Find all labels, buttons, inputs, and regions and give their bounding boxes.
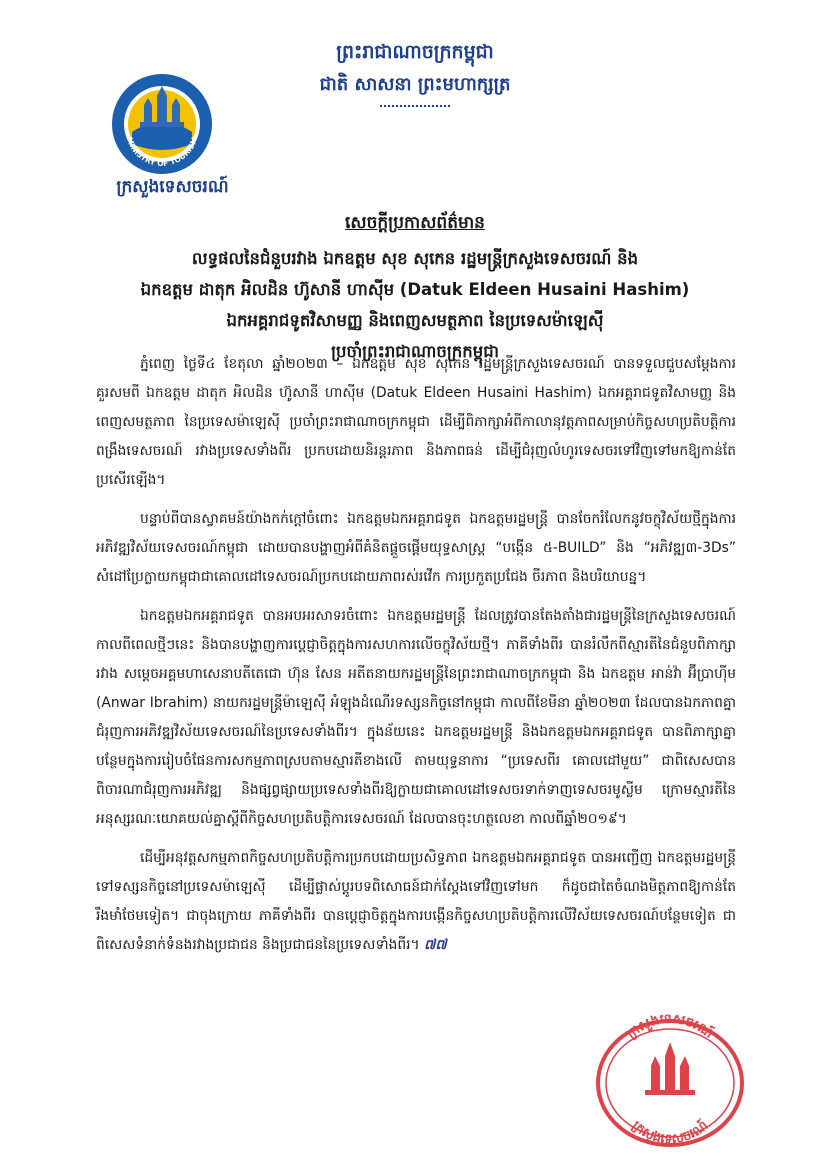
title-line-2: ឯកឧត្តម ដាតុក អិលដិន ហ៊ូសានី ហាស៊ីម (Datuk Eldeen Husaini Hashim) [140, 280, 690, 299]
press-release-body [96, 350, 736, 970]
title-line-4: ប្រចាំព្រះរាជាណាចក្រកម្ពុជា [331, 342, 499, 361]
paragraph-3: ឯកឧត្តមឯកអគ្គរាជទូត បានអបអរសាទរចំពោះ ឯកឧត្តមរដ្ឋមន្ត្រី ដែលត្រូវបានតែងតាំងជារដ្ឋមន្ត្រីនៃក្រសួងទេសចរណ៍កាលពីពេលថ្មីៗនេះ និងបានបង្ហាញការប្តេជ្ញាចិត្តក្នុងការសហការលើចក្ខុវិស័យថ្មី។ ភាគីទាំងពីរ បានរំលឹកពីស្មារតីនៃជំនួបពិភាក្សារវាង សម្តេចអគ្គមហាសេនាបតីតេជោ ហ៊ុន សែន អតីតនាយករដ្ឋមន្ត្រីនៃព្រះរាជាណាចក្រកម្ពុជា និង ឯកឧត្តម អាន់វ៉ា អ៊ីប្រាហ៊ីម (Anwar Ibrahim) នាយករដ្ឋមន្ត្រីម៉ាឡេស៊ី អំឡុងដំណើរទស្សនកិច្ចនៅកម្ពុជា កាលពីខែមីនា ឆ្នាំ២០២៣ ដែលបានឯកភាពគ្នាជំរុញការអភិវឌ្ឍវិស័យទេសចរណ៍នៃប្រទេសទាំងពីរ។ ក្នុងន័យនេះ ឯកឧត្តមរដ្ឋមន្ត្រី និងឯកឧត្តមឯកអគ្គរាជទូត បានពិភាក្សាគ្នាបន្ថែមក្នុងការរៀបចំផែនការសកម្មភាពស្របតាមស្មារតីខាងលើ តាមយុទ្ធនាការ “ប្រទេសពីរ គោលដៅមួយ” ជាពិសេសបានពិចារណាជំរុញការអភិវឌ្ឍ និងផ្សព្វផ្សាយប្រទេសទាំងពីរឱ្យក្លាយជាគោលដៅទេសចរទាក់ទាញទេសចរមូស្លីម ក្រោមស្មារតីនៃអនុស្សរណៈយោគយល់គ្នាស្តីពីកិច្ចសហប្រតិបត្តិការទេសចរណ៍ ដែលបានចុះហត្ថលេខា កាលពីឆ្នាំ២០១៩។ [96, 608, 736, 827]
paragraph-4 [96, 844, 736, 960]
svg-text:ក្រសួងទេសចរណ៍ [629, 1117, 711, 1148]
header-divider [380, 105, 450, 109]
title-line-1: លទ្ធផលនៃជំនួបរវាង ឯកឧត្តម សុខ សុកេន រដ្ឋមន្ត្រីក្រសួងទេសចរណ៍ និង [191, 249, 639, 268]
seal-bottom-text: ក្រសួងទេសចរណ៍ [628, 1118, 712, 1148]
end-mark: ៧៧ [423, 937, 447, 953]
paragraph-4-text: ដើម្បីអនុវត្តសកម្មភាពកិច្ចសហប្រតិបត្តិការប្រកបដោយប្រសិទ្ធភាព ឯកឧត្តមឯកអគ្គរាជទូត បានអញ្ជើញ ឯកឧត្តមរដ្ឋមន្ត្រី ទៅទស្សនកិច្ចនៅប្រទេសម៉ាឡេស៊ី ដើម្បីផ្លាស់ប្តូរបទពិសោធន៍ជាក់ស្តែងទៅវិញទៅមក ក៏ដូចជាតៃចំណងមិត្តភាពឱ្យកាន់តែរឹងមាំថែមទៀត។ ជាចុងក្រោយ ភាគីទាំងពីរ បានប្តេជ្ញាចិត្តក្នុងការបង្កើនកិច្ចសហប្រតិបត្តិការលើវិស័យទេសចរណ៍បន្ថែមទៀត ជាពិសេសទំនាក់ទំនងរវាងប្រជាជន និងប្រជាជននៃប្រទេសទាំងពីរ។ [96, 850, 736, 953]
ministry-seal-stamp [575, 998, 765, 1148]
paragraph-2: បន្ទាប់ពីបានស្វាគមន៍យ៉ាងកក់ក្តៅចំពោះ ឯកឧត្តមឯកអគ្គរាជទូត ឯកឧត្តមរដ្ឋមន្ត្រី បានចែករំលែកនូវចក្ខុវិស័យថ្មីក្នុងការអភិវឌ្ឍវិស័យទេសចរណ៍កម្ពុជា ដោយបានបង្ហាញអំពីគំនិតផ្តួចផ្តើមយុទ្ធសាស្ត្រ “បង្កើន ៥-BUILD” និង “អភិវឌ្ឍ៣-3Ds” សំដៅប្រែក្លាយកម្ពុជាជាគោលដៅទេសចរណ៍ប្រកបដោយភាពរស់រវើក ការប្រកួតប្រជែង ចីរភាព និងបរិយាបន្ន។ [96, 511, 736, 585]
ministry-of-tourism-logo [110, 72, 214, 176]
kingdom-title: ព្រះរាជាណាចក្រកម្ពុជា [336, 41, 494, 63]
seal-top-text: ក្រសួងទេសចរណ៍ [624, 1011, 716, 1042]
national-motto: ជាតិ សាសនា ព្រះមហាក្សត្រ [319, 74, 511, 95]
paragraph-1: ភ្នំពេញ ថ្ងៃទី៤ ខែតុលា ឆ្នាំ២០២៣ – ឯកឧត្តម សុខ សុកេន រដ្ឋមន្ត្រីក្រសួងទេសចរណ៍ បានទទួលជួបសម្តែងការគួរសមពី ឯកឧត្តម ដាតុក អិលដិន ហ៊ូសានី ហាស៊ីម (Datuk Eldeen Husaini Hashim) ឯកអគ្គរាជទូតវិសាមញ្ញ និងពេញសមត្ថភាព នៃប្រទេសម៉ាឡេស៊ី ប្រចាំព្រះរាជាណាចក្រកម្ពុជា ដើម្បីពិភាក្សាអំពីកាលានុវត្តភាពសម្រាប់កិច្ចសហប្រតិបត្តិការពង្រឹងទេសចរណ៍ រវាងប្រទេសទាំងពីរ ប្រកបដោយនិរន្តរភាព និងភាពធន់ ដើម្បីជំរុញលំហូរទេសចរទៅវិញទៅមកឱ្យកាន់តែប្រសើរឡើង។ [96, 356, 736, 488]
logo-ring-text: MINISTRY OF TOURISM [124, 135, 200, 169]
title-block [60, 212, 770, 367]
ministry-name: ក្រសួងទេសចរណ៍ [116, 177, 229, 197]
title-line-3: ឯកអគ្គរាជទូតវិសាមញ្ញ និងពេញសមត្ថភាព នៃប្រទេសម៉ាឡេស៊ី [226, 311, 604, 330]
document-type: សេចក្តីប្រកាសព័ត៌មាន [345, 213, 485, 233]
